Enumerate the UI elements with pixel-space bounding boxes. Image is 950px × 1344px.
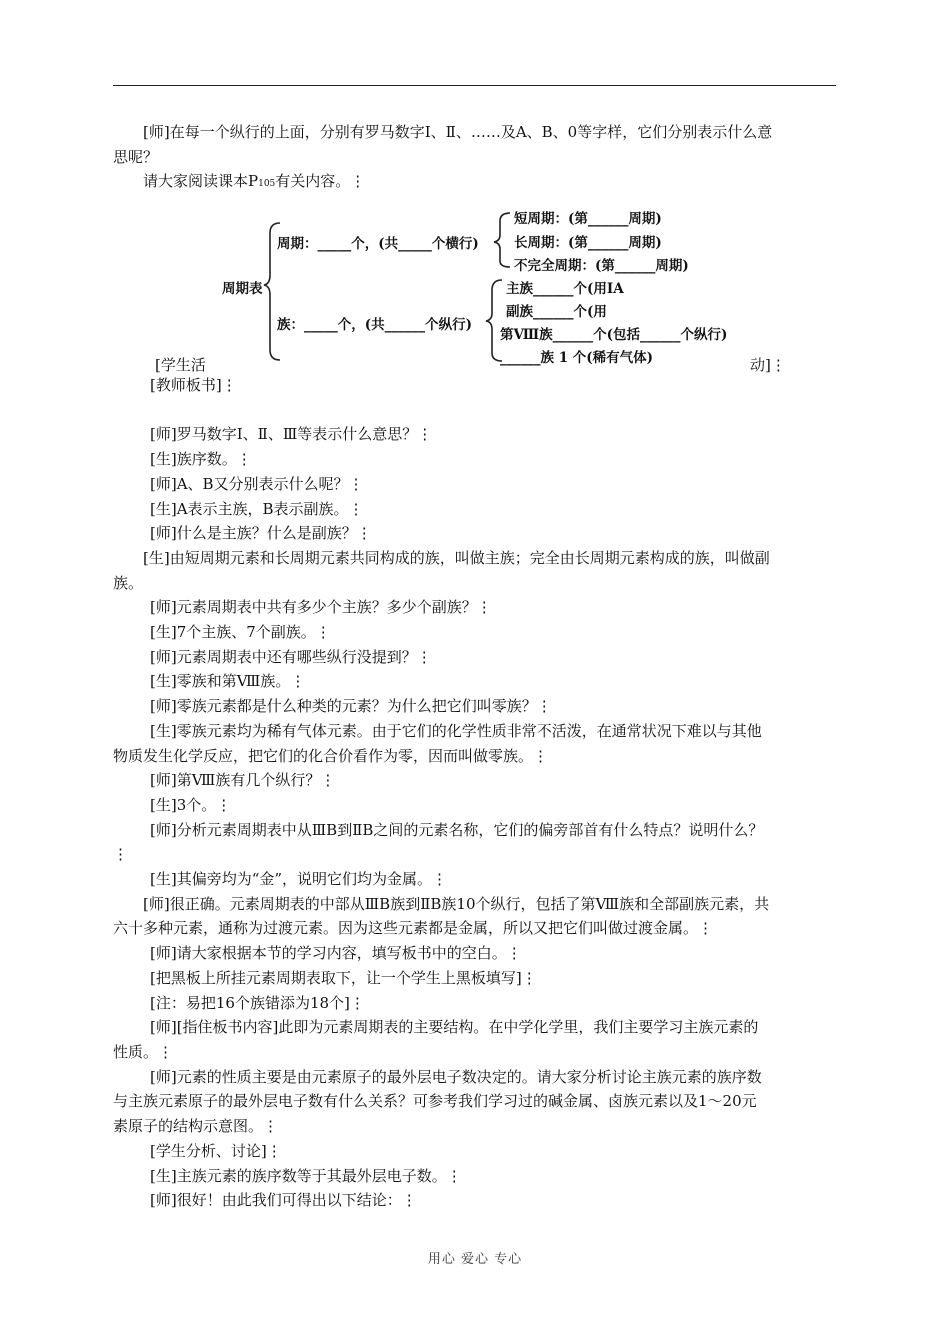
dialog-line: 与主族元素原子的最外层电子数有什么关系？可参考我们学习过的碱金属、卤族元素以及1～20元 (113, 1092, 757, 1111)
dialog-line: [师][指住板书内容]此即为元素周期表的主要结构。在中学化学里，我们主要学习主族元素的 (150, 1018, 759, 1037)
page-footer: 用心 爱心 专心 (427, 1252, 523, 1267)
dialog-line: [学生分析、讨论]⋮ (150, 1141, 282, 1160)
diagram-group-viii: 第Ⅷ族______个(包括______个纵行) (500, 327, 728, 343)
diagram-short-period: 短周期：(第______周期) (514, 211, 662, 227)
dialog-line: [师]元素周期表中共有多少个主族？多少个副族？⋮ (150, 598, 492, 617)
dialog-line: [注：易把16个族错添为18个]⋮ (150, 993, 365, 1012)
paragraph: [师]在每一个纵行的上面，分别有罗马数字Ⅰ、Ⅱ、……及A、B、0等字样，它们分别表示什么意 (143, 123, 773, 141)
student-activity-left: [学生活 (155, 356, 206, 374)
dialog-line: [生]A表示主族，B表示副族。⋮ (150, 499, 364, 518)
dialog-line: [师]请大家根据本节的学习内容，填写板书中的空白。⋮ (150, 944, 522, 963)
text: 有关内容。⋮ (275, 172, 366, 191)
paragraph (113, 169, 840, 197)
dialog-line: [师]第Ⅷ族有几个纵行？⋮ (150, 771, 336, 790)
diagram-long-period: 长周期：(第______周期) (514, 235, 662, 251)
dialog-line: [生]零族元素均为稀有气体元素。由于它们的化学性质非常不活泼，在通常状况下难以与其他 (150, 721, 762, 740)
dialog-line: [师]什么是主族？什么是副族？⋮ (150, 524, 372, 543)
student-activity-right: 动]⋮ (750, 356, 786, 374)
dialog-line: [生]7个主族、7个副族。⋮ (150, 623, 331, 642)
diagram-group: 族：_____个，(共______个纵行) (277, 317, 473, 333)
subscript: 105 (258, 179, 276, 190)
dialog-line: [师]零族元素都是什么种类的元素？为什么把它们叫零族？⋮ (150, 697, 552, 716)
diagram-incomplete-period: 不完全周期：(第______周期) (514, 258, 689, 274)
diagram-period: 周期：_____个，(共_____个横行) (277, 236, 479, 252)
dialog-line: [师]很正确。元素周期表的中部从ⅢB族到ⅡB族10个纵行，包括了第Ⅷ族和全部副族元素，共 (143, 894, 770, 913)
dialog-line: 族。 (113, 573, 144, 592)
dialog-line: 六十多种元素，通称为过渡元素。因为这些元素都是金属，所以又把它们叫做过渡金属。⋮ (113, 919, 714, 938)
dialog-lines (113, 373, 840, 1213)
dialog-line: [生]其偏旁均为“金”，说明它们均为金属。⋮ (150, 870, 448, 889)
dialog-line: [师]很好！由此我们可得出以下结论：⋮ (150, 1191, 417, 1210)
text: 请大家阅读课本P (143, 172, 259, 191)
periodic-table-structure-diagram (210, 205, 770, 370)
dialog-line: [生]零族和第Ⅷ族。⋮ (150, 672, 306, 691)
dialog-line: [生]由短周期元素和长周期元素共同构成的族，叫做主族；完全由长周期元素构成的族，叫做副 (143, 548, 770, 567)
dialog-line (113, 398, 840, 423)
dialog-line: [师]元素的性质主要是由元素原子的最外层电子数决定的。请大家分析讨论主族元素的族序数 (150, 1067, 762, 1086)
dialog-line: [师]元素周期表中还有哪些纵行没提到？⋮ (150, 647, 432, 666)
dialog-line: [生]族序数。⋮ (150, 450, 252, 469)
dialog-line: 素原子的结构示意图。⋮ (113, 1117, 279, 1136)
diagram-main-group: 主族______个(用ⅠA (506, 281, 624, 297)
dialog-line: ⋮ (113, 845, 128, 864)
header-rule (113, 85, 836, 86)
document-body (113, 120, 840, 197)
dialog-line: [生]主族元素的族序数等于其最外层电子数。⋮ (150, 1166, 462, 1185)
paragraph: 思呢？ (113, 147, 159, 166)
diagram-root: 周期表 (222, 281, 263, 297)
diagram-sub-group: 副族______个(用 (506, 304, 607, 320)
diagram-zero-group: ______族 1 个(稀有气体) (500, 350, 654, 366)
dialog-line: 性质。⋮ (113, 1042, 174, 1061)
dialog-line: [教师板书]⋮ (150, 376, 237, 394)
dialog-line: [师]分析元素周期表中从ⅢB到ⅡB之间的元素名称，它们的偏旁部首有什么特点？说明什么？ (150, 820, 764, 839)
dialog-line: [生]3个。⋮ (150, 795, 232, 814)
brace-lines (210, 205, 770, 370)
dialog-line: [师]罗马数字Ⅰ、Ⅱ、Ⅲ等表示什么意思？⋮ (150, 425, 433, 444)
dialog-line: [把黑板上所挂元素周期表取下，让一个学生上黑板填写]⋮ (150, 968, 537, 987)
dialog-line: 物质发生化学反应，把它们的化合价看作为零，因而叫做零族。⋮ (113, 746, 549, 765)
dialog-line: [师]A、B又分别表示什么呢？⋮ (150, 474, 364, 493)
